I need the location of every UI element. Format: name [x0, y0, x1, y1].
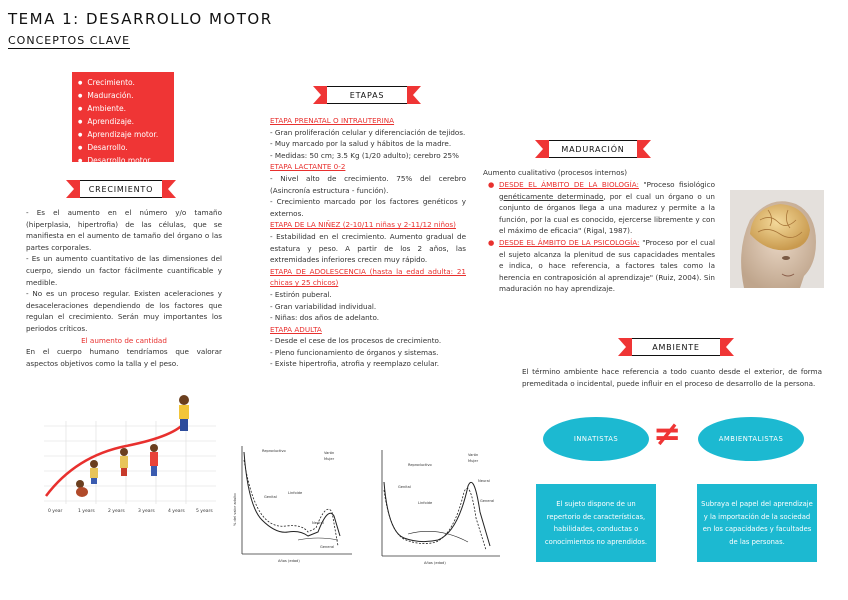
- child-figure-1: [76, 480, 88, 497]
- legend-entry: Mujer: [468, 459, 479, 463]
- chart-label: Linfoide: [418, 501, 433, 505]
- crecimiento-p3: - No es un proceso regular. Existen aceleraciones y desaceleraciones dependiendo de los factores que regulan el crecimiento. Serán muy importantes los periodos críticos.: [26, 289, 222, 333]
- ribbon-left-icon: [313, 86, 327, 104]
- tick-label: 3 years: [138, 509, 155, 514]
- etapa-prenatal-title: ETAPA PRENATAL O INTRAUTERINA: [270, 116, 395, 125]
- series-line: [298, 538, 338, 540]
- tick-label: 1 years: [78, 509, 95, 514]
- crecimiento-heading: CRECIMIENTO: [76, 180, 166, 198]
- innatistas-box: El sujeto dispone de un repertorio de características, habilidades, conductas o conocimientos no aprendidos.: [536, 484, 656, 562]
- etapa-line: - Niñas: dos años de adelanto.: [270, 313, 380, 323]
- list-item: ● Aprendizaje.: [78, 116, 170, 129]
- list-item: ● Desarrollo motor.: [78, 155, 170, 168]
- tick-label: 5 years: [196, 509, 213, 514]
- ribbon-left-icon: [66, 180, 80, 198]
- crecimiento-sub: El aumento de cantidad: [81, 335, 167, 345]
- crecimiento-body: [26, 207, 222, 369]
- etapa-line: - Desde el cese de los procesos de crecimiento.: [270, 336, 442, 346]
- etapa-line: - Estabilidad en el crecimiento. Aumento gradual de estatura y peso. A partir de los 2 años, las extremidades inferiores crecen muy rápido.: [270, 231, 466, 265]
- ribbon-left-icon: [535, 140, 549, 158]
- list-item: ● DESDE EL ÁMBITO DE LA BIOLOGÍA: "Proceso fisiológico genéticamente determinado, por el cual un órgano o un conjunto de órganos llega a una madurez y permite a la función, por la cual es conocido, ejercerse libremente y con el máximo de eficacia" (Rigal, 1987).: [488, 180, 715, 236]
- ambientalistas-oval: AMBIENTALISTAS: [698, 417, 804, 461]
- etapa-line: - Nivel alto de crecimiento. 75% del cerebro (Asincronía estructura - función).: [270, 173, 466, 195]
- crecimiento-p1: - Es el aumento en el número y/o tamaño (hiperplasia, hipertrofia) de las células, que se manifiesta en el aumento de tamaño del órgano o las partes corporales.: [26, 208, 222, 252]
- list-item: ● Aprendizaje motor.: [78, 129, 170, 142]
- child-figure-5: [179, 395, 189, 431]
- maduracion-body: [488, 179, 715, 295]
- x-axis-label: Años (edad): [278, 559, 300, 563]
- concepts-box: [72, 72, 174, 165]
- maduracion-heading: MADURACIÓN: [545, 140, 641, 158]
- brain-image: [730, 190, 824, 288]
- legend-entry: Varón: [468, 453, 479, 457]
- chart-label: Genital: [398, 485, 411, 489]
- ribbon-right-icon: [162, 180, 176, 198]
- concepts-list: [78, 77, 170, 168]
- etapa-line: - Crecimiento marcado por los factores genéticos y externos.: [270, 197, 466, 218]
- psicologia-label: DESDE EL ÁMBITO DE LA PSICOLOGÍA:: [499, 237, 640, 247]
- ribbon-right-icon: [407, 86, 421, 104]
- ribbon-left-icon: [618, 338, 632, 356]
- ambiente-heading: AMBIENTE: [628, 338, 724, 356]
- not-equal-icon: ≠: [653, 414, 682, 454]
- child-figure-2: [90, 460, 98, 484]
- chart-label: Neural: [312, 521, 324, 525]
- chart-label: Linfoide: [288, 491, 303, 495]
- growth-illustration: [36, 386, 220, 518]
- scammon-chart-1: [228, 436, 358, 566]
- etapa-ninez-title: ETAPA DE LA NIÑEZ (2-10/11 niñas y 2-11/12 niños): [270, 220, 456, 230]
- etapas-body: [270, 115, 466, 370]
- list-item: ● Maduración.: [78, 90, 170, 103]
- biologia-label: DESDE EL ÁMBITO DE LA BIOLOGÍA:: [499, 180, 639, 189]
- chart-label: Genital: [264, 495, 277, 499]
- list-item: ● Ambiente.: [78, 103, 170, 116]
- etapa-adulta-title: ETAPA ADULTA: [270, 324, 322, 334]
- tick-label: 2 years: [108, 509, 125, 514]
- etapa-adolescencia-title: ETAPA DE ADOLESCENCIA (hasta la edad adulta: 21 chicas y 25 chicos): [270, 266, 466, 288]
- etapa-line: - Estirón puberal.: [270, 289, 332, 299]
- crecimiento-p2: - Es un aumento cuantitativo de las dimensiones del cuerpo, siendo un factor fácilmente cuantificable y medible.: [26, 254, 222, 287]
- chart-label: Neural: [478, 479, 490, 483]
- crecimiento-p4: En el cuerpo humano tendríamos que valorar aspectos objetivos como la talla y el peso.: [26, 347, 222, 368]
- chart-label: General: [480, 499, 495, 503]
- list-item: ● Crecimiento.: [78, 77, 170, 90]
- scammon-chart-2: [368, 442, 508, 568]
- etapa-lactante-title: ETAPA LACTANTE 0-2: [270, 162, 346, 172]
- chart-label: General: [320, 545, 335, 549]
- etapa-line: - Gran proliferación celular y diferenciación de tejidos.: [270, 127, 466, 137]
- ribbon-right-icon: [720, 338, 734, 356]
- y-axis-label: % del valor adulto: [233, 493, 237, 526]
- tick-label: 0 year: [48, 509, 63, 514]
- etapas-heading: ETAPAS: [323, 86, 411, 104]
- child-figure-4: [150, 444, 158, 476]
- ribbon-right-icon: [637, 140, 651, 158]
- etapa-line: - Gran variabilidad individual.: [270, 301, 377, 311]
- bullet-icon: ●: [488, 180, 495, 189]
- etapa-line: - Medidas: 50 cm; 3.5 Kg (1/20 adulto); cerebro 25%: [270, 150, 459, 160]
- list-item: ● DESDE EL ÁMBITO DE LA PSICOLOGÍA: "Proceso por el cual el sujeto alcanza la plenitud de sus capacidades mentales e indica, o hace referencia, a factores tales como la herencia en contraposición al aprendizaje" (Ruiz, 2004). Sin maduración no hay aprendizaje.: [488, 237, 715, 294]
- legend-entry: Mujer: [324, 457, 335, 461]
- chart-label: Reproductivo: [408, 463, 432, 467]
- innatistas-oval: INNATISTAS: [543, 417, 649, 461]
- legend-entry: Varón: [324, 451, 335, 455]
- child-figure-3: [120, 448, 128, 476]
- page-subtitle: CONCEPTOS CLAVE: [8, 34, 131, 47]
- chart-label: Reproductivo: [262, 449, 286, 453]
- ambiente-text: El término ambiente hace referencia a todo cuanto desde el exterior, de forma premeditada o incidental, puede influir en el proceso de desarrollo de la persona.: [522, 367, 822, 388]
- list-item: ● Desarrollo.: [78, 142, 170, 155]
- page-title: TEMA 1: DESARROLLO MOTOR: [8, 10, 273, 28]
- series-line: [244, 460, 338, 546]
- ambientalistas-box: Subraya el papel del aprendizaje y la importación de la sociedad en los capacidades y facultades de las personas.: [697, 484, 817, 562]
- x-axis-label: Años (edad): [424, 561, 446, 565]
- etapa-line: - Pleno funcionamiento de órganos y sistemas.: [270, 347, 439, 357]
- tick-label: 4 years: [168, 509, 185, 514]
- bullet-icon: ●: [488, 237, 495, 247]
- etapa-line: - Existe hipertrofia, atrofia y reemplazo celular.: [270, 359, 440, 369]
- etapa-line: - Muy marcado por la salud y hábitos de la madre.: [270, 139, 452, 149]
- maduracion-intro: Aumento cualitativo (procesos internos): [483, 168, 628, 177]
